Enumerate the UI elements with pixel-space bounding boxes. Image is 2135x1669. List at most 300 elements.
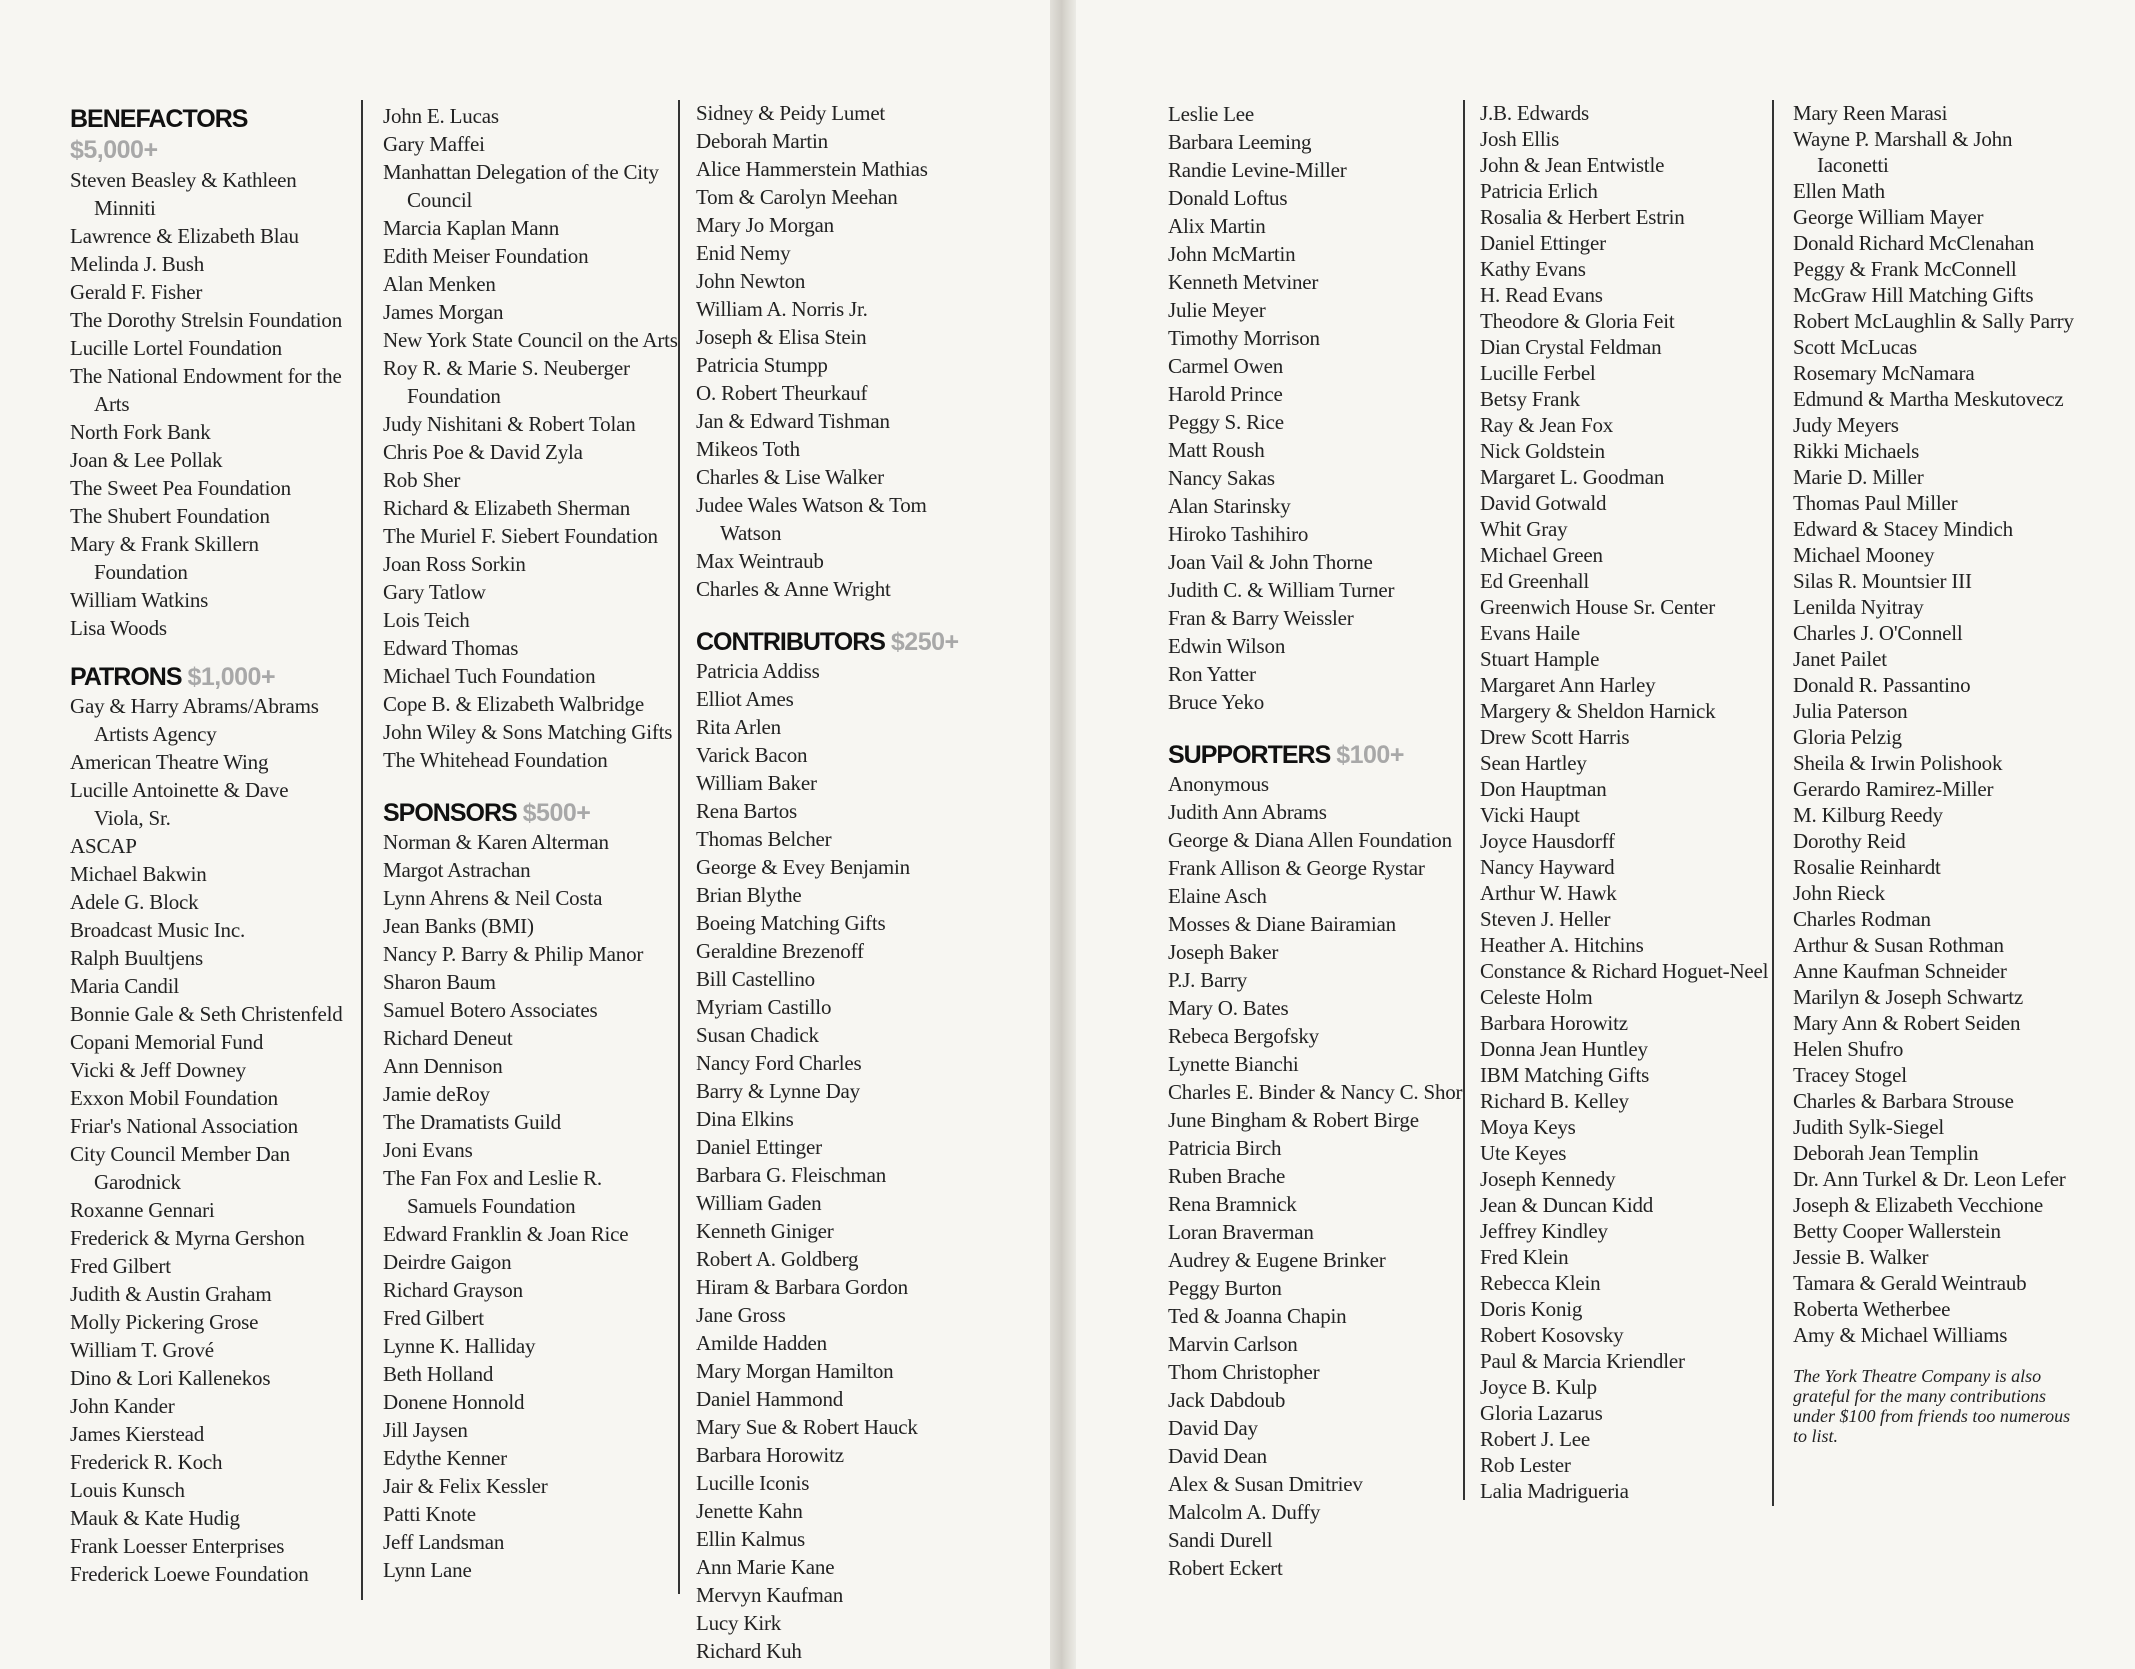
donor-name: Daniel Ettinger [696, 1135, 822, 1159]
donor-name: Jean & Duncan Kidd [1480, 1193, 1654, 1217]
donor-name: Lois Teich [383, 608, 470, 632]
donor-name: North Fork Bank [70, 420, 211, 444]
thank-you-note: The York Theatre Company is also grateful for the many contributions under $100 from friends too numerous to list. [1793, 1366, 2071, 1446]
donor-name: Steven Beasley & Kathleen [70, 168, 297, 192]
donor-name: J.B. Edwards [1480, 101, 1590, 125]
donor-name: Joseph & Elizabeth Vecchione [1793, 1193, 2044, 1217]
donor-name: Ted & Joanna Chapin [1168, 1304, 1347, 1328]
donor-name: John Wiley & Sons Matching Gifts [383, 720, 673, 744]
donor-name: Rosemary McNamara [1793, 361, 1975, 385]
donor-name: Dino & Lori Kallenekos [70, 1366, 271, 1390]
donor-name: Roberta Wetherbee [1793, 1297, 1951, 1321]
donor-name: Tamara & Gerald Weintraub [1793, 1271, 2027, 1295]
donor-name: Frederick Loewe Foundation [70, 1562, 309, 1586]
donor-name: Kenneth Giniger [696, 1219, 834, 1243]
donor-name: Lynn Ahrens & Neil Costa [383, 886, 603, 910]
donor-name: Beth Holland [383, 1362, 494, 1386]
donor-name: Gloria Lazarus [1480, 1401, 1603, 1425]
donor-name: Evans Haile [1480, 621, 1580, 645]
donor-name: Nancy Ford Charles [696, 1051, 862, 1075]
column-divider [1772, 100, 1774, 1506]
sponsors-list-b [696, 99, 959, 603]
donor-name-continuation: Arts [94, 392, 130, 416]
sponsors-list-a [383, 828, 678, 1584]
donor-name: Joyce Hausdorff [1480, 829, 1615, 853]
donor-name: Jessie B. Walker [1793, 1245, 1929, 1269]
donor-name: Nick Goldstein [1480, 439, 1605, 463]
donor-name: Thom Christopher [1168, 1360, 1320, 1384]
donor-name: David Day [1168, 1416, 1258, 1440]
donor-name: Julia Paterson [1793, 699, 1908, 723]
donor-name: Josh Ellis [1480, 127, 1560, 151]
contributors-title: CONTRIBUTORS [696, 628, 885, 656]
donor-name: Drew Scott Harris [1480, 725, 1630, 749]
donor-name-continuation: Council [407, 188, 473, 212]
donor-name: Constance & Richard Hoguet-Neel [1480, 959, 1769, 983]
donor-name: Paul & Marcia Kriendler [1480, 1349, 1685, 1373]
donor-name: Melinda J. Bush [70, 252, 205, 276]
donor-name: Bruce Yeko [1168, 690, 1264, 714]
donor-name: James Kierstead [70, 1422, 205, 1446]
donor-name: ASCAP [70, 834, 137, 858]
donor-name: Peggy Burton [1168, 1276, 1282, 1300]
donor-name: John & Jean Entwistle [1480, 153, 1665, 177]
donor-name: Alan Menken [383, 272, 496, 296]
donor-name: Judee Wales Watson & Tom [696, 493, 927, 517]
donor-name-continuation: Garodnick [94, 1170, 181, 1194]
donor-name: M. Kilburg Reedy [1793, 803, 1943, 827]
donor-name: McGraw Hill Matching Gifts [1793, 283, 2034, 307]
supporters-amount: $100+ [1336, 741, 1404, 769]
donor-name: Norman & Karen Alterman [383, 830, 609, 854]
sponsors-title: SPONSORS [383, 799, 517, 827]
sponsors-amount: $500+ [522, 799, 591, 827]
donor-name: William Watkins [70, 588, 209, 612]
donor-name: Lynne K. Halliday [383, 1334, 536, 1358]
donor-name: Doris Konig [1480, 1297, 1583, 1321]
donor-name: Nancy Sakas [1168, 466, 1275, 490]
donor-name: Gerald F. Fisher [70, 280, 203, 304]
patrons-amount: $1,000+ [187, 663, 276, 691]
donor-name: Sidney & Peidy Lumet [696, 101, 886, 125]
donor-name: Jair & Felix Kessler [383, 1474, 548, 1498]
donor-name: Tom & Carolyn Meehan [696, 185, 898, 209]
donor-name: The Muriel F. Siebert Foundation [383, 524, 658, 548]
donor-name: Exxon Mobil Foundation [70, 1086, 278, 1110]
donor-name: Jenette Kahn [696, 1499, 803, 1523]
patrons-heading [70, 662, 343, 692]
donor-name-continuation: Foundation [94, 560, 188, 584]
donor-name: Don Hauptman [1480, 777, 1607, 801]
donor-name: Geraldine Brezenoff [696, 939, 864, 963]
donor-name: Patti Knote [383, 1502, 476, 1526]
donor-name: Chris Poe & David Zyla [383, 440, 583, 464]
donor-name: Steven J. Heller [1480, 907, 1611, 931]
donor-name: Sandi Durell [1168, 1528, 1273, 1552]
supporters-list-a [1168, 770, 1462, 1582]
donor-name: Ralph Buultjens [70, 946, 203, 970]
donor-name: Fran & Barry Weissler [1168, 606, 1354, 630]
donor-name: Lucille Antoinette & Dave [70, 778, 289, 802]
donor-name: Susan Chadick [696, 1023, 819, 1047]
donor-name: H. Read Evans [1480, 283, 1603, 307]
donor-name: The Sweet Pea Foundation [70, 476, 291, 500]
column-2 [383, 102, 678, 1584]
donor-name: Molly Pickering Grose [70, 1310, 259, 1334]
donor-name: Donald Loftus [1168, 186, 1288, 210]
donor-name: William A. Norris Jr. [696, 297, 868, 321]
donor-name: June Bingham & Robert Birge [1168, 1108, 1419, 1132]
contributors-heading [696, 627, 959, 657]
donor-name: Mikeos Toth [696, 437, 800, 461]
donor-name: Ute Keyes [1480, 1141, 1567, 1165]
donor-name: Alice Hammerstein Mathias [696, 157, 928, 181]
donor-name: Vicki & Jeff Downey [70, 1058, 246, 1082]
donor-name: Margaret L. Goodman [1480, 465, 1665, 489]
donor-name: Frederick & Myrna Gershon [70, 1226, 305, 1250]
donor-name: Julie Meyer [1168, 298, 1266, 322]
donor-name: Silas R. Mountsier III [1793, 569, 1972, 593]
donor-name: The Dorothy Strelsin Foundation [70, 308, 343, 332]
donor-name: Judith & Austin Graham [70, 1282, 272, 1306]
donor-name: Roy R. & Marie S. Neuberger [383, 356, 630, 380]
donor-name: Mauk & Kate Hudig [70, 1506, 240, 1530]
donor-name: Rita Arlen [696, 715, 781, 739]
donor-name: Edmund & Martha Meskutovecz [1793, 387, 2064, 411]
donor-name: Patricia Stumpp [696, 353, 828, 377]
donor-name: Marcia Kaplan Mann [383, 216, 559, 240]
donor-name: Enid Nemy [696, 241, 791, 265]
donor-name: Jeffrey Kindley [1480, 1219, 1608, 1243]
donor-name: Edward & Stacey Mindich [1793, 517, 2013, 541]
contributors-list-b [1168, 100, 1462, 716]
donor-name: Margaret Ann Harley [1480, 673, 1656, 697]
donor-name: Copani Memorial Fund [70, 1030, 264, 1054]
donor-name: Peggy & Frank McConnell [1793, 257, 2017, 281]
donor-name: Barbara G. Fleischman [696, 1163, 886, 1187]
donor-name: Ruben Brache [1168, 1164, 1286, 1188]
donor-name: Leslie Lee [1168, 102, 1255, 126]
donor-name: Robert Eckert [1168, 1556, 1283, 1580]
donor-name: Ray & Jean Fox [1480, 413, 1614, 437]
donor-name: Lucille Ferbel [1480, 361, 1596, 385]
donor-name: John Kander [70, 1394, 175, 1418]
donor-name: Charles Rodman [1793, 907, 1931, 931]
donor-name: John Newton [696, 269, 806, 293]
donor-name: Michael Tuch Foundation [383, 664, 596, 688]
donor-name: Joyce B. Kulp [1480, 1375, 1597, 1399]
donor-name: Broadcast Music Inc. [70, 918, 246, 942]
donor-name: Rikki Michaels [1793, 439, 1920, 463]
donor-name: Joan & Lee Pollak [70, 448, 223, 472]
donor-name: Vicki Haupt [1480, 803, 1580, 827]
donor-name: Richard Deneut [383, 1026, 513, 1050]
book-gutter [1050, 0, 1076, 1669]
donor-name: Lucille Lortel Foundation [70, 336, 282, 360]
donor-name: Carmel Owen [1168, 354, 1284, 378]
donor-name: Greenwich House Sr. Center [1480, 595, 1716, 619]
donor-name: Mary Ann & Robert Seiden [1793, 1011, 2021, 1035]
benefactors-list [70, 166, 343, 642]
donor-name: John Rieck [1793, 881, 1885, 905]
donor-name: William T. Grové [70, 1338, 214, 1362]
donor-name: Robert A. Goldberg [696, 1247, 859, 1271]
donor-name: Helen Shufro [1793, 1037, 1904, 1061]
donor-name: Boeing Matching Gifts [696, 911, 886, 935]
patrons-list-a [70, 692, 343, 1588]
donor-name: Lawrence & Elizabeth Blau [70, 224, 299, 248]
donor-name: Patricia Addiss [696, 659, 820, 683]
donor-name: Joseph Baker [1168, 940, 1279, 964]
donor-name: Judy Nishitani & Robert Tolan [383, 412, 636, 436]
donor-name: Charles & Barbara Strouse [1793, 1089, 2014, 1113]
donor-name: Jack Dabdoub [1168, 1388, 1286, 1412]
donor-name: Louis Kunsch [70, 1478, 185, 1502]
donor-name: Rena Bartos [696, 799, 798, 823]
donor-name: Fred Gilbert [70, 1254, 171, 1278]
supporters-list-c [1793, 100, 2078, 1348]
donor-name: Dian Crystal Feldman [1480, 335, 1662, 359]
donor-name: Celeste Holm [1480, 985, 1593, 1009]
donor-name: Bonnie Gale & Seth Christenfeld [70, 1002, 343, 1026]
donor-name: John E. Lucas [383, 104, 499, 128]
donor-name: Richard & Elizabeth Sherman [383, 496, 631, 520]
donor-name: Lalia Madrigueria [1480, 1479, 1629, 1503]
donor-name: Anne Kaufman Schneider [1793, 959, 2007, 983]
donor-name: Robert J. Lee [1480, 1427, 1590, 1451]
donor-name: Margery & Sheldon Harnick [1480, 699, 1716, 723]
donor-name: Michael Mooney [1793, 543, 1935, 567]
donor-name: Edith Meiser Foundation [383, 244, 589, 268]
column-divider [678, 100, 680, 1594]
donor-name: Gay & Harry Abrams/Abrams [70, 694, 319, 718]
donor-name-continuation: Artists Agency [94, 722, 217, 746]
donor-name: Samuel Botero Associates [383, 998, 598, 1022]
donor-name: Jamie deRoy [383, 1082, 490, 1106]
donor-name: Mary Morgan Hamilton [696, 1359, 894, 1383]
donor-name: Mary Jo Morgan [696, 213, 834, 237]
donor-name: Betsy Frank [1480, 387, 1580, 411]
donor-name: Varick Bacon [696, 743, 808, 767]
donor-name: Marvin Carlson [1168, 1332, 1298, 1356]
contributors-list-a [696, 657, 959, 1665]
donor-name: Richard Kuh [696, 1639, 802, 1663]
donor-name: Rosalie Reinhardt [1793, 855, 1941, 879]
donor-name: George William Mayer [1793, 205, 1984, 229]
donor-name: Ann Marie Kane [696, 1555, 835, 1579]
donor-name: Deirdre Gaigon [383, 1250, 512, 1274]
donor-name: Mary O. Bates [1168, 996, 1289, 1020]
supporters-list-b [1480, 100, 1768, 1504]
donor-name: Rebeca Bergofsky [1168, 1024, 1319, 1048]
donor-name: Timothy Morrison [1168, 326, 1320, 350]
donor-name: Joni Evans [383, 1138, 473, 1162]
donor-name: Charles J. O'Connell [1793, 621, 1963, 645]
donor-name: Judith Sylk-Siegel [1793, 1115, 1944, 1139]
donor-name: Dorothy Reid [1793, 829, 1906, 853]
donor-name: Edythe Kenner [383, 1446, 507, 1470]
donor-name: Michael Green [1480, 543, 1603, 567]
donor-name: Gary Maffei [383, 132, 485, 156]
donor-name: Janet Pailet [1793, 647, 1887, 671]
donor-name: New York State Council on the Arts [383, 328, 678, 352]
donor-name: Jan & Edward Tishman [696, 409, 890, 433]
donor-name: Charles & Anne Wright [696, 577, 891, 601]
donor-name: Charles & Lise Walker [696, 465, 884, 489]
donor-name: City Council Member Dan [70, 1142, 290, 1166]
donor-name: James Morgan [383, 300, 504, 324]
donor-name: Ed Greenhall [1480, 569, 1589, 593]
donor-name: Alan Starinsky [1168, 494, 1291, 518]
donor-name: Gloria Pelzig [1793, 725, 1902, 749]
donor-name: Marie D. Miller [1793, 465, 1924, 489]
donor-name: Heather A. Hitchins [1480, 933, 1644, 957]
donor-name: Sean Hartley [1480, 751, 1587, 775]
donor-name: The Fan Fox and Leslie R. [383, 1166, 602, 1190]
donor-name: Charles E. Binder & Nancy C. Shor [1168, 1080, 1463, 1104]
donor-name: Maria Candil [70, 974, 179, 998]
donor-name: Joseph & Elisa Stein [696, 325, 867, 349]
donor-name: Rena Bramnick [1168, 1192, 1297, 1216]
donor-name: Lynn Lane [383, 1558, 472, 1582]
donor-name: The National Endowment for the [70, 364, 342, 388]
benefactors-heading: BENEFACTORS [70, 105, 248, 133]
column-5 [1480, 100, 1768, 1504]
donor-name: Nancy P. Barry & Philip Manor [383, 942, 644, 966]
donor-name: Robert McLaughlin & Sally Parry [1793, 309, 2074, 333]
donor-name: Elliot Ames [696, 687, 794, 711]
donor-name: Donene Honnold [383, 1390, 525, 1414]
donor-name: Alex & Susan Dmitriev [1168, 1472, 1363, 1496]
donor-name: Judy Meyers [1793, 413, 1899, 437]
donor-name: Hiroko Tashihiro [1168, 522, 1309, 546]
donor-name: Jill Jaysen [383, 1418, 468, 1442]
donor-name: David Dean [1168, 1444, 1267, 1468]
donor-name: The Whitehead Foundation [383, 748, 608, 772]
donor-name: Gary Tatlow [383, 580, 486, 604]
donor-name: Rebecca Klein [1480, 1271, 1601, 1295]
donor-name: Ann Dennison [383, 1054, 503, 1078]
donor-name: Malcolm A. Duffy [1168, 1500, 1321, 1524]
donor-name: Mosses & Diane Bairamian [1168, 912, 1396, 936]
donor-name: Harold Prince [1168, 382, 1283, 406]
donor-name: Bill Castellino [696, 967, 815, 991]
donor-name: Cope B. & Elizabeth Walbridge [383, 692, 644, 716]
donor-name: Margot Astrachan [383, 858, 531, 882]
donor-name: Patricia Birch [1168, 1136, 1282, 1160]
donor-name: Lucille Iconis [696, 1471, 810, 1495]
donor-name: Lenilda Nyitray [1793, 595, 1924, 619]
donor-name: Matt Roush [1168, 438, 1265, 462]
column-1 [70, 104, 343, 1588]
donor-name: Ron Yatter [1168, 662, 1256, 686]
donor-name: Roxanne Gennari [70, 1198, 215, 1222]
donor-name: William Baker [696, 771, 817, 795]
donor-name: Sheila & Irwin Polishook [1793, 751, 2003, 775]
supporters-title: SUPPORTERS [1168, 741, 1331, 769]
donor-name-continuation: Minniti [94, 196, 156, 220]
contributors-amount: $250+ [890, 628, 959, 656]
donor-name: Amy & Michael Williams [1793, 1323, 2008, 1347]
donor-name: John McMartin [1168, 242, 1296, 266]
donor-name: Audrey & Eugene Brinker [1168, 1248, 1386, 1272]
donor-name: Kathy Evans [1480, 257, 1586, 281]
donor-name-continuation: Foundation [407, 384, 501, 408]
donor-name: Wayne P. Marshall & John [1793, 127, 2013, 151]
donor-name: Edward Franklin & Joan Rice [383, 1222, 629, 1246]
donor-name: American Theatre Wing [70, 750, 269, 774]
donor-name: Richard B. Kelley [1480, 1089, 1629, 1113]
donor-name: William Gaden [696, 1191, 822, 1215]
column-4 [1168, 100, 1462, 1582]
donor-name: Sharon Baum [383, 970, 496, 994]
donor-name-continuation: Samuels Foundation [407, 1194, 576, 1218]
donor-name: Mary Sue & Robert Hauck [696, 1415, 918, 1439]
column-3 [696, 99, 959, 1665]
donor-name: Dina Elkins [696, 1107, 794, 1131]
donor-name: Joseph Kennedy [1480, 1167, 1616, 1191]
supporters-heading [1168, 740, 1462, 770]
donor-name: The Shubert Foundation [70, 504, 270, 528]
donor-name: Jane Gross [696, 1303, 786, 1327]
donor-name: Jeff Landsman [383, 1530, 505, 1554]
donor-name: Daniel Ettinger [1480, 231, 1606, 255]
donor-name: Donna Jean Huntley [1480, 1037, 1648, 1061]
donor-name-continuation: Iaconetti [1817, 153, 1889, 177]
donor-name: George & Diana Allen Foundation [1168, 828, 1452, 852]
donor-name: Barbara Leeming [1168, 130, 1312, 154]
donor-name: Fred Gilbert [383, 1306, 484, 1330]
donor-name: Max Weintraub [696, 549, 824, 573]
donor-name-continuation: Viola, Sr. [94, 806, 171, 830]
donor-name: Barbara Horowitz [1480, 1011, 1628, 1035]
donor-name: Frank Loesser Enterprises [70, 1534, 285, 1558]
donor-name: David Gotwald [1480, 491, 1607, 515]
donor-name: Rob Sher [383, 468, 461, 492]
donor-name: Daniel Hammond [696, 1387, 844, 1411]
donor-name: Anonymous [1168, 772, 1269, 796]
donor-name: Stuart Hample [1480, 647, 1600, 671]
donor-name: Kenneth Metviner [1168, 270, 1319, 294]
donor-name: Deborah Jean Templin [1793, 1141, 1979, 1165]
donor-name: Alix Martin [1168, 214, 1266, 238]
donor-name: Lisa Woods [70, 616, 167, 640]
donor-name: Ellin Kalmus [696, 1527, 806, 1551]
donor-name: Barbara Horowitz [696, 1443, 844, 1467]
sponsors-heading [383, 798, 678, 828]
donor-name: Rosalia & Herbert Estrin [1480, 205, 1685, 229]
donor-name: Mary Reen Marasi [1793, 101, 1948, 125]
donor-name: Barry & Lynne Day [696, 1079, 860, 1103]
donor-name: Richard Grayson [383, 1278, 523, 1302]
donor-name: Ellen Math [1793, 179, 1885, 203]
donor-name: Betty Cooper Wallerstein [1793, 1219, 2001, 1243]
donor-name: The Dramatists Guild [383, 1110, 561, 1134]
donor-name: Arthur W. Hawk [1480, 881, 1617, 905]
donor-name: Moya Keys [1480, 1115, 1576, 1139]
donor-name: Frederick R. Koch [70, 1450, 223, 1474]
donor-name: Gerardo Ramirez-Miller [1793, 777, 1994, 801]
donor-name: Robert Kosovsky [1480, 1323, 1624, 1347]
donor-name: Patricia Erlich [1480, 179, 1598, 203]
donor-name: Thomas Paul Miller [1793, 491, 1958, 515]
column-divider [361, 100, 363, 1600]
donor-name: Frank Allison & George Rystar [1168, 856, 1425, 880]
patrons-title: PATRONS [70, 663, 182, 691]
donor-name: Joan Ross Sorkin [383, 552, 526, 576]
donor-name: Adele G. Block [70, 890, 199, 914]
donor-name: Thomas Belcher [696, 827, 832, 851]
